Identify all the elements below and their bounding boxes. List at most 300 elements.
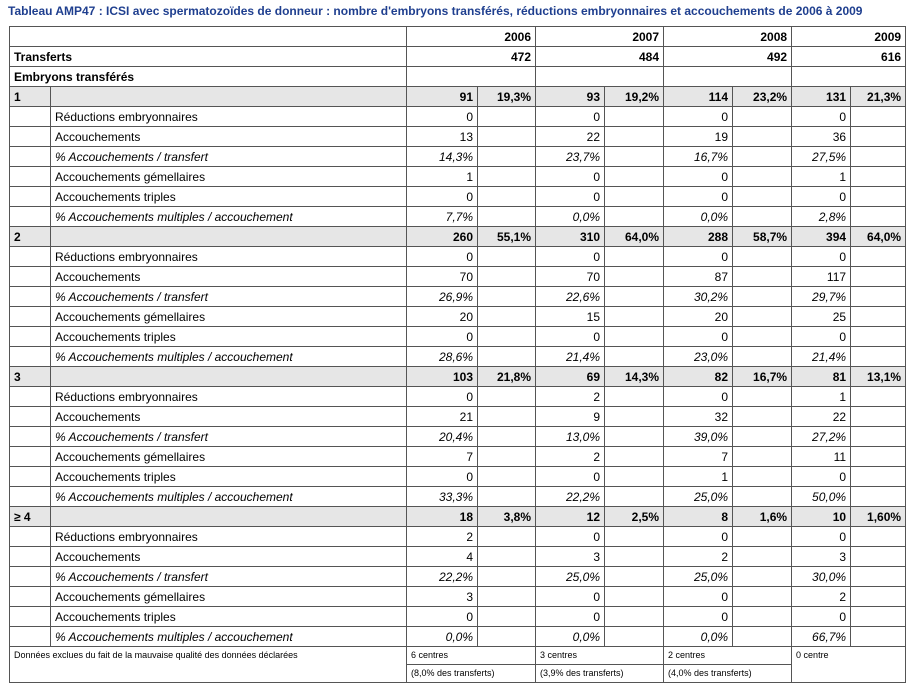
indent-cell — [10, 627, 51, 647]
table-row — [10, 247, 906, 267]
group-share: 64,0% — [851, 227, 906, 247]
row-value-blank — [478, 407, 536, 427]
row-value: 87 — [664, 267, 733, 287]
transferts-value: 616 — [792, 47, 906, 67]
table-row — [10, 547, 906, 567]
row-value-blank — [733, 427, 792, 447]
table-row — [10, 567, 906, 587]
group-share: 19,3% — [478, 87, 536, 107]
group-header-row — [10, 227, 906, 247]
indent-cell — [10, 467, 51, 487]
row-value: 0 — [536, 587, 605, 607]
row-value-blank — [605, 327, 664, 347]
empty-cell — [792, 67, 906, 87]
row-value-blank — [851, 547, 906, 567]
row-value-blank — [605, 207, 664, 227]
footer-pct: (8,0% des transferts) — [407, 665, 536, 683]
row-label: % Accouchements / transfert — [51, 567, 407, 587]
transferts-value: 484 — [536, 47, 664, 67]
group-share: 1,60% — [851, 507, 906, 527]
row-value-blank — [478, 347, 536, 367]
row-value-blank — [733, 627, 792, 647]
group-count: 8 — [664, 507, 733, 527]
row-label: Accouchements gémellaires — [51, 587, 407, 607]
row-value-blank — [851, 207, 906, 227]
row-value-blank — [605, 127, 664, 147]
row-value: 25,0% — [664, 567, 733, 587]
group-header-row — [10, 507, 906, 527]
row-label: Accouchements triples — [51, 607, 407, 627]
row-value-blank — [605, 187, 664, 207]
group-count: 93 — [536, 87, 605, 107]
row-value: 0 — [664, 587, 733, 607]
row-label: Accouchements — [51, 407, 407, 427]
table-row — [10, 347, 906, 367]
row-value-blank — [733, 147, 792, 167]
group-header-row — [10, 367, 906, 387]
row-label: % Accouchements / transfert — [51, 287, 407, 307]
row-value: 0 — [792, 467, 851, 487]
row-value: 0 — [792, 187, 851, 207]
row-value: 7,7% — [407, 207, 478, 227]
indent-cell — [10, 407, 51, 427]
group-count: 91 — [407, 87, 478, 107]
row-value-blank — [605, 487, 664, 507]
row-value-blank — [851, 467, 906, 487]
row-value: 0 — [664, 607, 733, 627]
table-row — [10, 147, 906, 167]
group-header-row — [10, 87, 906, 107]
row-value-blank — [605, 627, 664, 647]
row-value-blank — [478, 327, 536, 347]
row-value-blank — [733, 127, 792, 147]
row-label: Réductions embryonnaires — [51, 527, 407, 547]
group-count: 81 — [792, 367, 851, 387]
row-value-blank — [733, 347, 792, 367]
table-row — [10, 267, 906, 287]
row-value: 70 — [407, 267, 478, 287]
table-row — [10, 447, 906, 467]
row-value: 0 — [664, 387, 733, 407]
row-value: 21,4% — [536, 347, 605, 367]
row-label: % Accouchements / transfert — [51, 427, 407, 447]
table-row — [10, 487, 906, 507]
row-value: 7 — [664, 447, 733, 467]
row-value-blank — [605, 307, 664, 327]
row-value: 1 — [407, 167, 478, 187]
indent-cell — [10, 447, 51, 467]
row-label: Réductions embryonnaires — [51, 107, 407, 127]
row-value-blank — [733, 107, 792, 127]
row-value: 0 — [407, 247, 478, 267]
indent-cell — [10, 567, 51, 587]
group-share: 1,6% — [733, 507, 792, 527]
row-value: 13,0% — [536, 427, 605, 447]
row-value: 2 — [407, 527, 478, 547]
row-label: % Accouchements multiples / accouchement — [51, 347, 407, 367]
row-label: % Accouchements / transfert — [51, 147, 407, 167]
row-value: 22 — [792, 407, 851, 427]
row-value: 0 — [407, 607, 478, 627]
row-value: 14,3% — [407, 147, 478, 167]
row-value: 2,8% — [792, 207, 851, 227]
row-value-blank — [733, 167, 792, 187]
corner-cell — [10, 27, 407, 47]
row-value-blank — [605, 587, 664, 607]
year-header: 2007 — [536, 27, 664, 47]
row-value-blank — [478, 287, 536, 307]
row-value-blank — [851, 187, 906, 207]
row-value: 27,2% — [792, 427, 851, 447]
footer-pct: (4,0% des transferts) — [664, 665, 792, 683]
row-value-blank — [733, 607, 792, 627]
group-share: 21,3% — [851, 87, 906, 107]
row-value-blank — [605, 447, 664, 467]
row-value: 39,0% — [664, 427, 733, 447]
row-value-blank — [478, 107, 536, 127]
transferts-row — [10, 47, 906, 67]
row-value: 0 — [407, 107, 478, 127]
row-value: 4 — [407, 547, 478, 567]
group-share: 64,0% — [605, 227, 664, 247]
row-value-blank — [851, 407, 906, 427]
row-value-blank — [733, 287, 792, 307]
group-share: 13,1% — [851, 367, 906, 387]
row-value: 29,7% — [792, 287, 851, 307]
row-value: 30,2% — [664, 287, 733, 307]
table-row — [10, 407, 906, 427]
indent-cell — [10, 607, 51, 627]
row-value-blank — [851, 247, 906, 267]
row-value: 33,3% — [407, 487, 478, 507]
table-row — [10, 427, 906, 447]
row-value: 30,0% — [792, 567, 851, 587]
row-value: 26,9% — [407, 287, 478, 307]
row-value-blank — [851, 487, 906, 507]
row-value: 0,0% — [536, 207, 605, 227]
row-value-blank — [733, 187, 792, 207]
row-value: 22,6% — [536, 287, 605, 307]
group-blank — [51, 227, 407, 247]
group-count: 18 — [407, 507, 478, 527]
group-count: 310 — [536, 227, 605, 247]
group-count: 82 — [664, 367, 733, 387]
footer-pct: (3,9% des transferts) — [536, 665, 664, 683]
row-value-blank — [605, 427, 664, 447]
empty-cell — [536, 67, 664, 87]
row-value-blank — [478, 147, 536, 167]
table-row — [10, 167, 906, 187]
row-value-blank — [605, 107, 664, 127]
row-value-blank — [851, 527, 906, 547]
footer-row-1 — [10, 647, 906, 665]
row-value-blank — [733, 307, 792, 327]
row-value: 0 — [792, 247, 851, 267]
table-row — [10, 187, 906, 207]
row-value-blank — [478, 167, 536, 187]
group-share: 2,5% — [605, 507, 664, 527]
row-label: Réductions embryonnaires — [51, 387, 407, 407]
indent-cell — [10, 427, 51, 447]
group-label: ≥ 4 — [10, 507, 51, 527]
row-value-blank — [733, 527, 792, 547]
row-value-blank — [733, 587, 792, 607]
indent-cell — [10, 327, 51, 347]
footer-label: Données exclues du fait de la mauvaise qualité des données déclarées — [10, 647, 407, 683]
row-value-blank — [851, 427, 906, 447]
row-value-blank — [733, 207, 792, 227]
row-value: 23,7% — [536, 147, 605, 167]
indent-cell — [10, 307, 51, 327]
row-value: 2 — [792, 587, 851, 607]
transferts-value: 472 — [407, 47, 536, 67]
row-value-blank — [733, 567, 792, 587]
row-value: 25,0% — [664, 487, 733, 507]
year-header-row — [10, 27, 906, 47]
row-label: Accouchements triples — [51, 467, 407, 487]
row-value: 0 — [407, 327, 478, 347]
row-value-blank — [733, 247, 792, 267]
row-value-blank — [851, 287, 906, 307]
row-value-blank — [851, 167, 906, 187]
row-value: 0 — [407, 387, 478, 407]
indent-cell — [10, 547, 51, 567]
group-count: 103 — [407, 367, 478, 387]
row-value: 0 — [792, 327, 851, 347]
row-value: 1 — [664, 467, 733, 487]
row-value-blank — [851, 567, 906, 587]
row-value: 0 — [792, 607, 851, 627]
footer-centres: 2 centres — [664, 647, 792, 665]
row-value: 13 — [407, 127, 478, 147]
row-label: Accouchements gémellaires — [51, 307, 407, 327]
row-label: % Accouchements multiples / accouchement — [51, 207, 407, 227]
row-value: 9 — [536, 407, 605, 427]
row-value-blank — [733, 487, 792, 507]
row-value-blank — [605, 407, 664, 427]
row-value-blank — [478, 427, 536, 447]
table-title: Tableau AMP47 : ICSI avec spermatozoïdes de donneur : nombre d'embryons transférés, réductions embryonnaires et accouchements de 2006 à 2009 — [8, 4, 863, 18]
table-row — [10, 387, 906, 407]
indent-cell — [10, 247, 51, 267]
indent-cell — [10, 127, 51, 147]
row-value: 0 — [536, 327, 605, 347]
table-row — [10, 207, 906, 227]
row-value: 117 — [792, 267, 851, 287]
row-value: 0 — [536, 187, 605, 207]
group-count: 131 — [792, 87, 851, 107]
row-value-blank — [851, 307, 906, 327]
row-value-blank — [605, 167, 664, 187]
row-value: 1 — [792, 387, 851, 407]
table-row — [10, 527, 906, 547]
transferts-label: Transferts — [10, 47, 407, 67]
row-value-blank — [605, 287, 664, 307]
table-body — [10, 27, 906, 683]
table-row — [10, 287, 906, 307]
row-value-blank — [605, 467, 664, 487]
row-value-blank — [851, 327, 906, 347]
row-value-blank — [605, 547, 664, 567]
group-share: 14,3% — [605, 367, 664, 387]
row-value: 0 — [664, 327, 733, 347]
row-label: Accouchements gémellaires — [51, 167, 407, 187]
group-share: 21,8% — [478, 367, 536, 387]
group-count: 114 — [664, 87, 733, 107]
group-share: 58,7% — [733, 227, 792, 247]
row-value-blank — [851, 147, 906, 167]
row-label: % Accouchements multiples / accouchement — [51, 627, 407, 647]
row-value-blank — [605, 247, 664, 267]
row-value: 22,2% — [536, 487, 605, 507]
row-label: Réductions embryonnaires — [51, 247, 407, 267]
row-value: 0,0% — [664, 207, 733, 227]
group-count: 12 — [536, 507, 605, 527]
row-value: 20 — [664, 307, 733, 327]
row-value: 2 — [536, 447, 605, 467]
row-value: 0 — [536, 527, 605, 547]
table-row — [10, 627, 906, 647]
row-value-blank — [478, 587, 536, 607]
row-value-blank — [478, 547, 536, 567]
row-value-blank — [478, 127, 536, 147]
row-value: 22,2% — [407, 567, 478, 587]
row-value-blank — [478, 487, 536, 507]
table-row — [10, 307, 906, 327]
indent-cell — [10, 487, 51, 507]
embryons-label: Embryons transférés — [10, 67, 407, 87]
row-value: 11 — [792, 447, 851, 467]
row-value-blank — [733, 467, 792, 487]
embryons-label-row — [10, 67, 906, 87]
row-value: 25 — [792, 307, 851, 327]
row-value-blank — [605, 387, 664, 407]
row-value: 23,0% — [664, 347, 733, 367]
row-value-blank — [478, 387, 536, 407]
indent-cell — [10, 387, 51, 407]
row-value-blank — [478, 307, 536, 327]
row-label: Accouchements — [51, 547, 407, 567]
row-value-blank — [733, 267, 792, 287]
indent-cell — [10, 207, 51, 227]
row-value-blank — [478, 207, 536, 227]
row-value: 0,0% — [664, 627, 733, 647]
year-header: 2006 — [407, 27, 536, 47]
row-value: 0 — [664, 167, 733, 187]
row-value-blank — [851, 127, 906, 147]
indent-cell — [10, 107, 51, 127]
row-value: 7 — [407, 447, 478, 467]
row-value: 66,7% — [792, 627, 851, 647]
row-label: Accouchements — [51, 267, 407, 287]
row-value: 0 — [664, 187, 733, 207]
row-value: 36 — [792, 127, 851, 147]
row-value-blank — [605, 567, 664, 587]
row-value-blank — [478, 627, 536, 647]
row-value: 3 — [536, 547, 605, 567]
row-value: 0 — [536, 467, 605, 487]
row-value-blank — [733, 327, 792, 347]
row-value: 0 — [536, 167, 605, 187]
row-value: 0 — [664, 107, 733, 127]
row-value-blank — [478, 567, 536, 587]
row-value: 50,0% — [792, 487, 851, 507]
group-blank — [51, 507, 407, 527]
group-blank — [51, 367, 407, 387]
group-share: 3,8% — [478, 507, 536, 527]
group-blank — [51, 87, 407, 107]
row-value: 2 — [536, 387, 605, 407]
row-label: Accouchements gémellaires — [51, 447, 407, 467]
indent-cell — [10, 587, 51, 607]
group-count: 288 — [664, 227, 733, 247]
row-value-blank — [851, 347, 906, 367]
indent-cell — [10, 347, 51, 367]
year-header: 2008 — [664, 27, 792, 47]
row-value: 32 — [664, 407, 733, 427]
row-value-blank — [851, 387, 906, 407]
row-value: 16,7% — [664, 147, 733, 167]
indent-cell — [10, 147, 51, 167]
row-value: 0,0% — [536, 627, 605, 647]
group-label: 3 — [10, 367, 51, 387]
row-value-blank — [605, 147, 664, 167]
row-label: Accouchements — [51, 127, 407, 147]
row-value-blank — [605, 347, 664, 367]
row-value: 0 — [536, 607, 605, 627]
row-value: 0 — [792, 107, 851, 127]
empty-cell — [407, 67, 536, 87]
row-value: 25,0% — [536, 567, 605, 587]
group-count: 394 — [792, 227, 851, 247]
table-row — [10, 127, 906, 147]
row-value-blank — [605, 527, 664, 547]
row-value-blank — [478, 187, 536, 207]
table-row — [10, 467, 906, 487]
footer-centres: 0 centre — [792, 647, 906, 683]
group-share: 16,7% — [733, 367, 792, 387]
row-value-blank — [478, 607, 536, 627]
row-value: 2 — [664, 547, 733, 567]
row-value: 0 — [536, 107, 605, 127]
row-value: 0,0% — [407, 627, 478, 647]
group-label: 1 — [10, 87, 51, 107]
row-value: 21 — [407, 407, 478, 427]
table-row — [10, 607, 906, 627]
row-value: 19 — [664, 127, 733, 147]
row-value: 0 — [664, 527, 733, 547]
row-value: 0 — [664, 247, 733, 267]
indent-cell — [10, 267, 51, 287]
row-label: Accouchements triples — [51, 187, 407, 207]
row-value-blank — [733, 387, 792, 407]
row-value: 1 — [792, 167, 851, 187]
row-value: 15 — [536, 307, 605, 327]
row-value: 70 — [536, 267, 605, 287]
row-value-blank — [605, 267, 664, 287]
row-value-blank — [478, 527, 536, 547]
row-value: 22 — [536, 127, 605, 147]
row-label: % Accouchements multiples / accouchement — [51, 487, 407, 507]
row-value-blank — [478, 267, 536, 287]
indent-cell — [10, 167, 51, 187]
row-value-blank — [851, 267, 906, 287]
transferts-value: 492 — [664, 47, 792, 67]
row-value: 28,6% — [407, 347, 478, 367]
year-header: 2009 — [792, 27, 906, 47]
row-value: 20,4% — [407, 427, 478, 447]
indent-cell — [10, 187, 51, 207]
